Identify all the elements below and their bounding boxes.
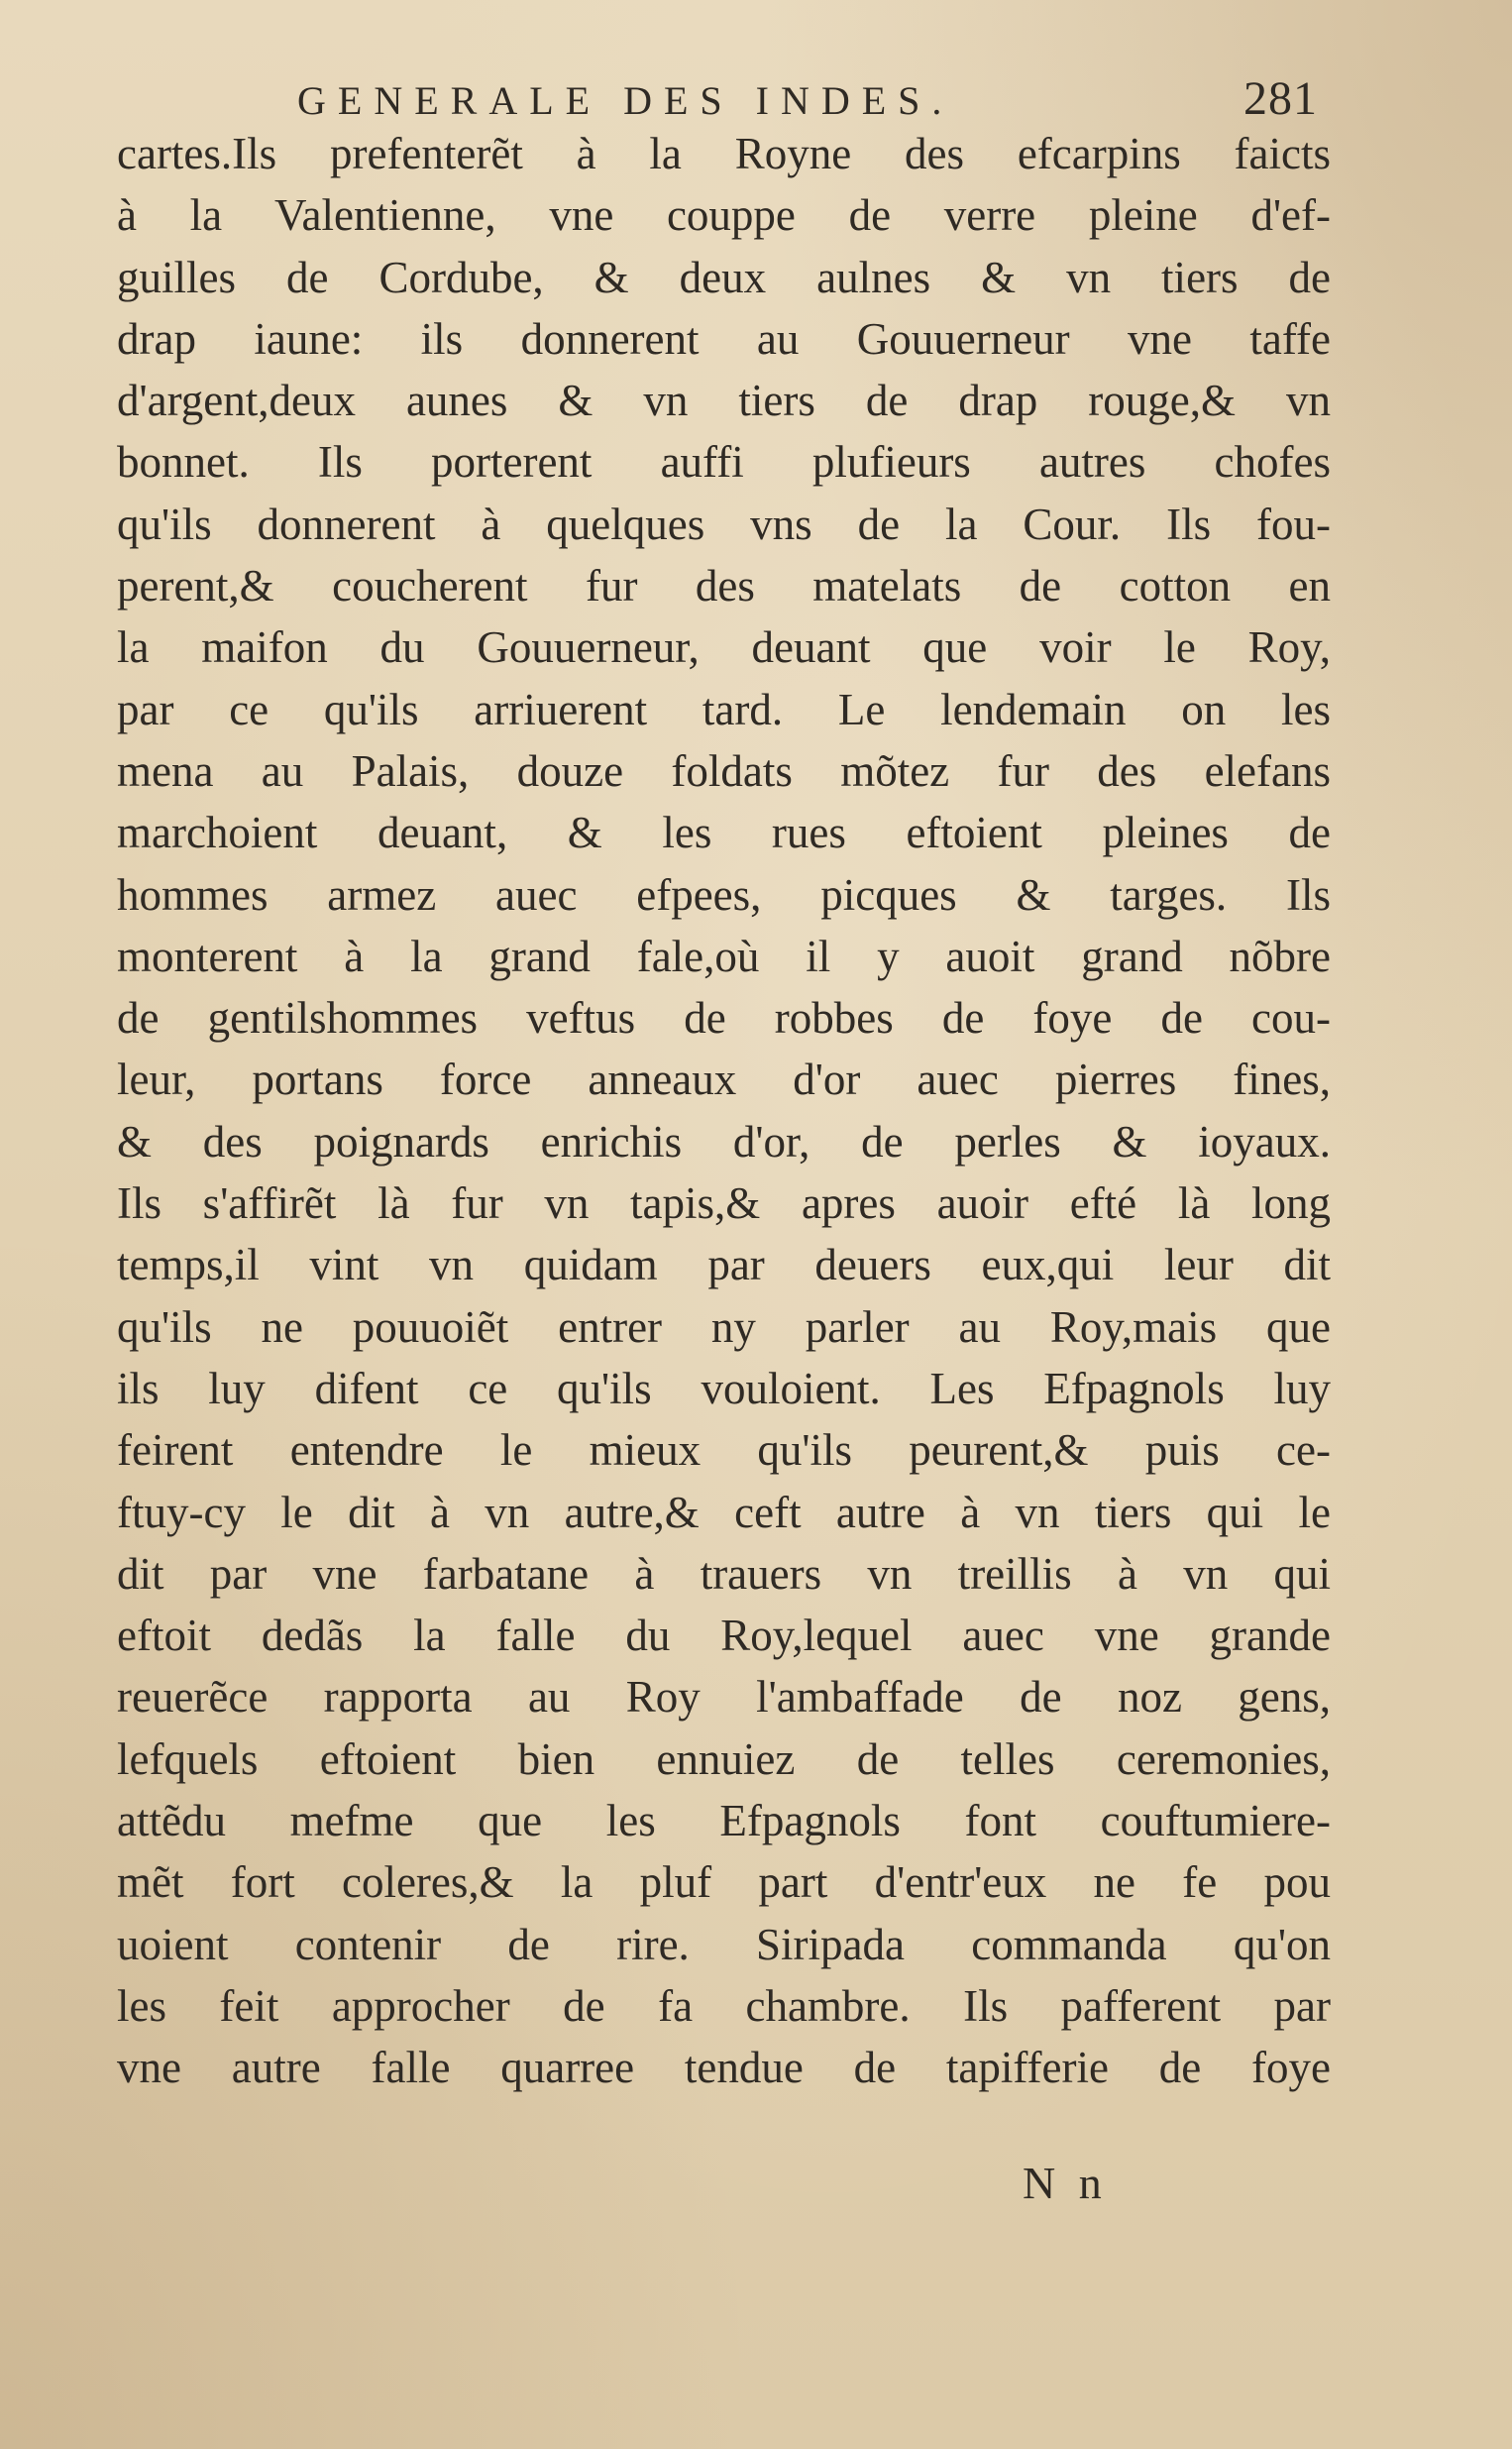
text-line: lefquels eftoient bien ennuiez de telles ceremonies, <box>117 1733 1331 1784</box>
page-number: 281 <box>1243 72 1318 125</box>
text-line: monterent à la grand fale,où il y auoit grand nõbre <box>117 931 1331 981</box>
text-line: cartes.Ils prefenterẽt à la Royne des efcarpins faicts <box>117 129 1331 178</box>
text-line: de gentilshommes veftus de robbes de foye de cou- <box>117 993 1331 1044</box>
text-line: drap iaune: ils donnerent au Gouuerneur vne taffe <box>117 313 1331 364</box>
text-line: attẽdu mefme que les Efpagnols font couftumiere- <box>117 1796 1331 1846</box>
text-line: eftoit dedãs la falle du Roy,lequel auec vne grande <box>117 1611 1331 1661</box>
text-line: & des poignards enrichis d'or, de perles & ioyaux. <box>117 1116 1331 1167</box>
text-line: les feit approcher de fa chambre. Ils pafferent par <box>117 1980 1331 2031</box>
text-line: qu'ils donnerent à quelques vns de la Cour. Ils fou- <box>117 499 1331 549</box>
signature-mark: N n <box>1023 2158 1108 2208</box>
page-header <box>297 71 1318 131</box>
body-text <box>117 123 1331 2099</box>
text-line: uoient contenir de rire. Siripada commanda qu'on <box>117 1919 1331 1969</box>
text-line: à la Valentienne, vne couppe de verre pleine d'ef- <box>117 190 1331 241</box>
text-line: mena au Palais, douze foldats mõtez fur des elefans <box>117 745 1331 796</box>
text-line: marchoient deuant, & les rues eftoient pleines de <box>117 808 1331 858</box>
text-line: feirent entendre le mieux qu'ils peurent,& puis ce- <box>117 1425 1331 1476</box>
text-line: temps,il vint vn quidam par deuers eux,qui leur dit <box>117 1240 1331 1290</box>
text-line: mẽt fort coleres,& la pluf part d'entr'eux ne fe pou <box>117 1857 1331 1908</box>
text-line: Ils s'affirẽt là fur vn tapis,& apres auoir efté là long <box>117 1178 1331 1229</box>
text-line: ftuy-cy le dit à vn autre,& ceft autre à vn tiers qui le <box>117 1487 1331 1537</box>
text-line: leur, portans force anneaux d'or auec pierres fines, <box>117 1055 1331 1105</box>
text-line: par ce qu'ils arriuerent tard. Le lendemain on les <box>117 684 1331 734</box>
running-head: GENERALE DES INDES. <box>297 78 954 123</box>
text-line: bonnet. Ils porterent auffi plufieurs autres chofes <box>117 437 1331 488</box>
text-line: reuerẽce rapporta au Roy l'ambaffade de noz gens, <box>117 1672 1331 1723</box>
text-line: dit par vne farbatane à trauers vn treillis à vn qui <box>117 1548 1331 1599</box>
text-line: qu'ils ne pouuoiẽt entrer ny parler au Roy,mais que <box>117 1301 1331 1352</box>
text-line: ils luy difent ce qu'ils vouloient. Les Efpagnols luy <box>117 1363 1331 1413</box>
text-line: guilles de Cordube, & deux aulnes & vn tiers de <box>117 252 1331 302</box>
text-line: perent,& coucherent fur des matelats de cotton en <box>117 561 1331 612</box>
text-line: hommes armez auec efpees, picques & targes. Ils <box>117 869 1331 920</box>
text-line: vne autre falle quarree tendue de tapifferie de foye <box>117 2043 1331 2093</box>
text-line: d'argent,deux aunes & vn tiers de drap rouge,& vn <box>117 376 1331 426</box>
text-line: la maifon du Gouuerneur, deuant que voir le Roy, <box>117 622 1331 673</box>
